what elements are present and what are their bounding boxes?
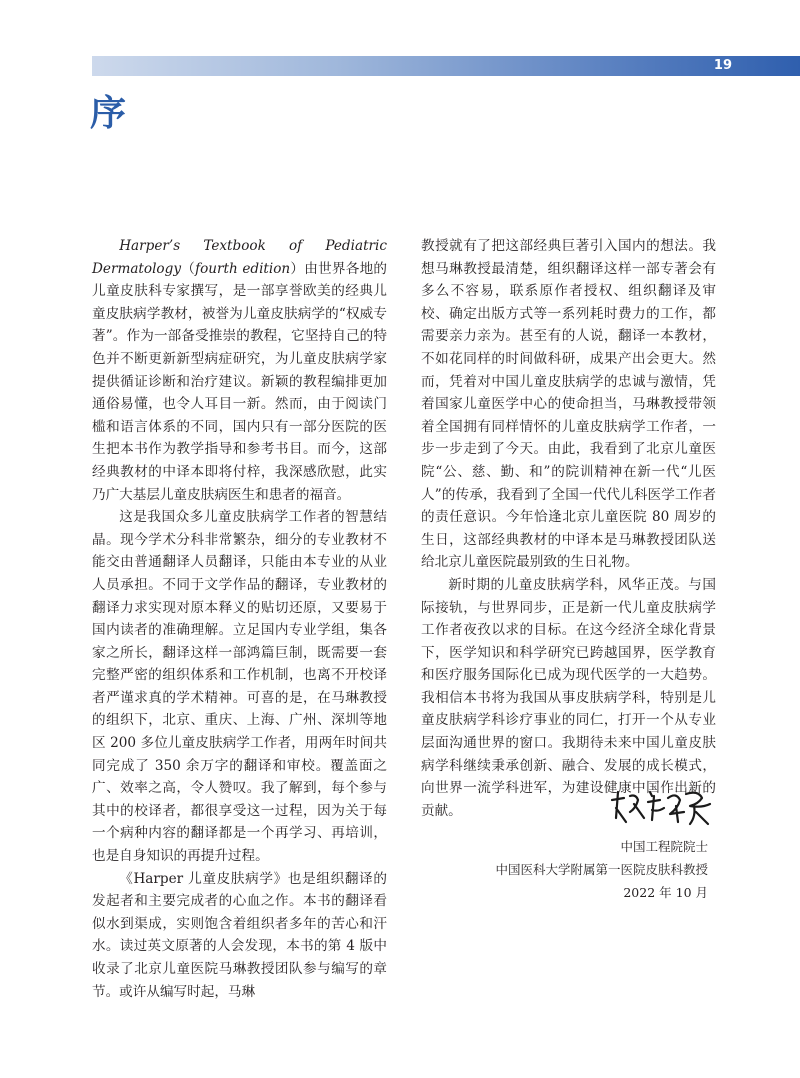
page-number: 19 — [713, 58, 732, 73]
left-column — [92, 235, 387, 1003]
paragraph-3: 《Harper 儿童皮肤病学》也是组织翻译的发起者和主要完成者的心血之作。本书的翻译看似水到渠成，实则饱含着组织者多年的苦心和汗水。读过英文原著的人会发现，本书的第 4 版中收录了北京儿童医院马琳教授团队参与编写的章节。或许从编写时起，马琳 — [92, 870, 387, 1000]
paragraph-3-continued: 教授就有了把这部经典巨著引入国内的想法。我想马琳教授最清楚，组织翻译这样一部专著会有多么不容易，联系原作者授权、组织翻译及审校、确定出版方式等一系列耗时费力的工作，都需要亲力亲为。甚至有的人说，翻译一本教材，不如花同样的时间做科研，成果产出会更大。然而，凭着对中国儿童皮肤病学的忠诚与激情，凭着国家儿童医学中心的使命担当，马琳教授带领着全国拥有同样情怀的儿童皮肤病学工作者，一步一步走到了今天。由此，我看到了北京儿童医院“公、慈、勤、和”的院训精神在新一代“儿医人”的传承，我看到了全国一代代儿科医学工作者的责任意识。今年恰逢北京儿童医院 80 周岁的生日，这部经典教材的中译本是马琳教授团队送给北京儿童医院最别致的生日礼物。 — [421, 238, 716, 571]
edition-label: fourth edition — [195, 260, 291, 277]
header-bar — [92, 56, 800, 76]
paragraph-4: 新时期的儿童皮肤病学科，风华正茂。与国际接轨，与世界同步，正是新一代儿童皮肤病学工作者夜孜以求的目标。在这今经济全球化背景下，医学知识和科学研究已跨越国界，医学教育和医疗服务国际化已成为现代医学的一大趋势。我相信本书将为我国从事皮肤病学科，特别是儿童皮肤病学科诊疗事业的同仁，打开一个从专业层面沟通世界的窗口。我期待未来中国儿童皮肤病学科继续秉承创新、融合、发展的成长模式，向世界一流学科进军，为建设健康中国作出新的贡献。 — [421, 576, 716, 819]
signature-block — [495, 835, 708, 904]
paragraph-2: 这是我国众多儿童皮肤病学工作者的智慧结晶。现今学术分科非常繁杂，细分的专业教材不能交由普通翻译人员翻译，只能由本专业的从业人员承担。不同于文学作品的翻译，专业教材的翻译力求实现对原本释义的贴切还原，又要易于国内读者的准确理解。立足国内专业学组，集各家之所长，翻译这样一部鸿篇巨制，既需要一套完整严密的组织体系和工作机制，也离不开校译者严谨求真的学术精神。可喜的是，在马琳教授的组织下，北京、重庆、上海、广州、深圳等地区 200 多位儿童皮肤病学工作者，用两年时间共同完成了 350 余万字的翻译和审校。覆盖面之广、效率之高，令人赞叹。我了解到，每个参与其中的校译者，都很享受这一过程，因为关于每一个病种内容的翻译都是一个再学习、再培训，也是自身知识的再提升过程。 — [92, 509, 387, 865]
page-title: 序 — [90, 93, 127, 134]
signer-title-2: 中国医科大学附属第一医院皮肤科教授 — [495, 862, 708, 877]
book-title-english: Harper’s Textbook of Pediatric Dermatology — [92, 238, 387, 277]
handwritten-signature — [606, 778, 716, 828]
paragraph-1: Harper’s Textbook of Pediatric Dermatology（fourth edition）由世界各地的儿童皮肤科专家撰写，是一部享誉欧美的经典儿童皮肤病学教材，被誉为儿童皮肤病学的“权威专著”。作为一部备受推崇的教程，它坚持自己的特色并不断更新新型病症研究，为儿童皮肤病学家提供循证诊断和治疗建议。新颖的教程编排更加通俗易懂，也令人耳目一新。然而，由于阅读门槛和语言体系的不同，国内只有一部分医院的医生把本书作为教学指导和参考书目。而今，这部经典教材的中译本即将付梓，我深感欣慰，此实乃广大基层儿童皮肤病医生和患者的福音。 — [92, 238, 388, 503]
signer-title-1: 中国工程院院士 — [620, 839, 708, 854]
date-line: 2022 年 10 月 — [623, 885, 708, 900]
right-column — [421, 235, 716, 822]
